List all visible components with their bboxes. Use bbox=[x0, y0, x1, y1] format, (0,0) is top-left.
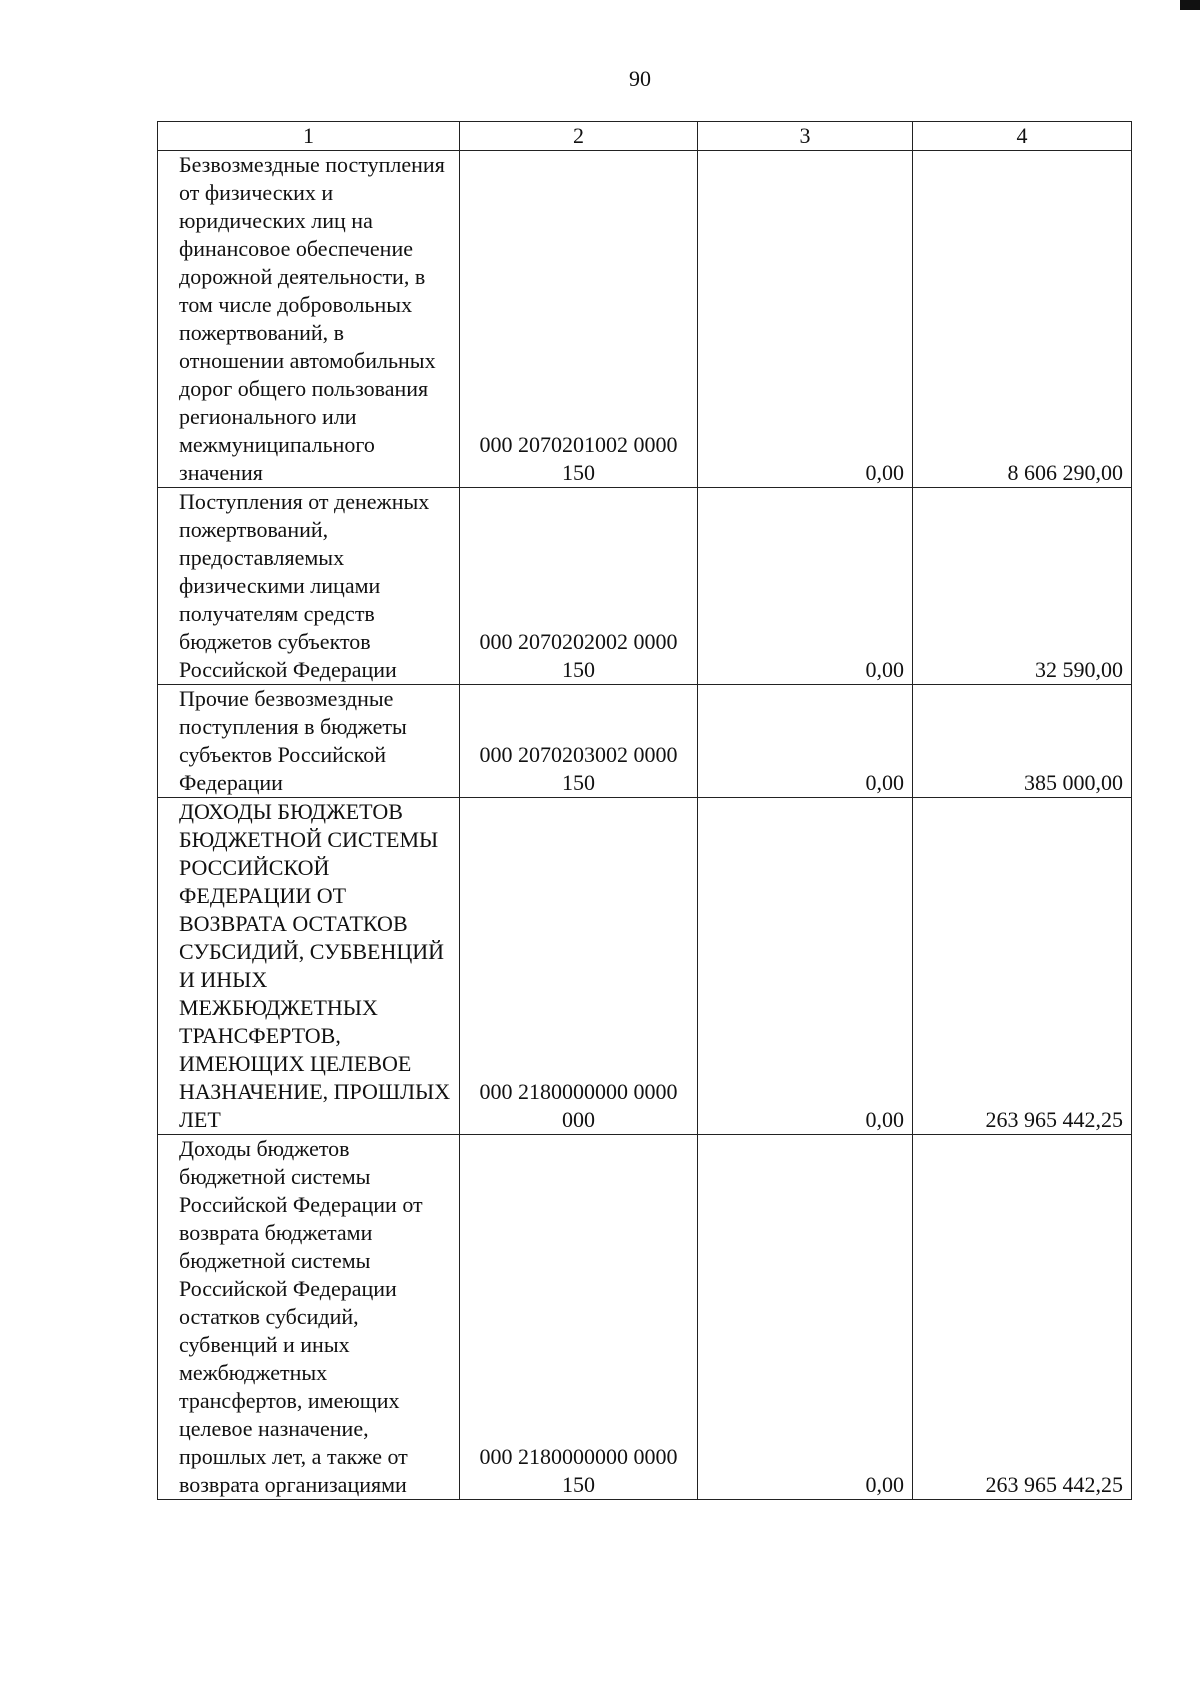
row-name-text: Прочие безвозмездные поступления в бюджеты субъектов Российской Федерации bbox=[179, 686, 407, 795]
row-name-text: ДОХОДЫ БЮДЖЕТОВ БЮДЖЕТНОЙ СИСТЕМЫ РОССИЙСКОЙ ФЕДЕРАЦИИ ОТ ВОЗВРАТА ОСТАТКОВ СУБСИДИЙ, СУБВЕНЦИЙ И ИНЫХ МЕЖБЮДЖЕТНЫХ ТРАНСФЕРТОВ, ИМЕЮЩИХ ЦЕЛЕВОЕ НАЗНАЧЕНИЕ, ПРОШЛЫХ ЛЕТ bbox=[179, 799, 451, 1132]
row-col4-value: 263 965 442,25 bbox=[913, 798, 1132, 1135]
table-row bbox=[158, 1135, 1132, 1500]
column-header-3: 3 bbox=[698, 122, 913, 151]
row-col3-value: 0,00 bbox=[698, 1135, 913, 1500]
row-col3-value: 0,00 bbox=[698, 151, 913, 488]
row-col4-value: 8 606 290,00 bbox=[913, 151, 1132, 488]
row-name bbox=[158, 685, 460, 798]
row-code: 000 2070203002 0000 150 bbox=[460, 685, 698, 798]
row-col4-value: 32 590,00 bbox=[913, 488, 1132, 685]
column-header-2: 2 bbox=[460, 122, 698, 151]
row-code: 000 2070201002 0000 150 bbox=[460, 151, 698, 488]
page-number: 90 bbox=[629, 66, 651, 91]
table-row bbox=[158, 151, 1132, 488]
row-name bbox=[158, 488, 460, 685]
row-name bbox=[158, 798, 460, 1135]
budget-revenue-table bbox=[157, 121, 1132, 1500]
row-name-text: Доходы бюджетов бюджетной системы Российской Федерации от возврата бюджетами бюджетной системы Российской Федерации остатков субсидий, субвенций и иных межбюджетных трансфертов, имеющих целевое назначение, прошлых лет, а также от возврата организациями bbox=[179, 1136, 423, 1497]
row-col3-value: 0,00 bbox=[698, 685, 913, 798]
row-col3-value: 0,00 bbox=[698, 798, 913, 1135]
table-header-row bbox=[158, 122, 1132, 151]
row-name-text: Безвозмездные поступления от физических и юридических лиц на финансовое обеспечение дорожной деятельности, в том числе добровольных пожертвований, в отношении автомобильных дорог общего пользования регионального или межмуниципального значения bbox=[179, 152, 445, 485]
row-code: 000 2070202002 0000 150 bbox=[460, 488, 698, 685]
row-col4-value: 263 965 442,25 bbox=[913, 1135, 1132, 1500]
table-row bbox=[158, 798, 1132, 1135]
scan-edge-mark bbox=[1180, 0, 1200, 10]
row-col4-value: 385 000,00 bbox=[913, 685, 1132, 798]
row-name bbox=[158, 1135, 460, 1500]
table-row bbox=[158, 488, 1132, 685]
table-row bbox=[158, 685, 1132, 798]
row-code: 000 2180000000 0000 000 bbox=[460, 798, 698, 1135]
column-header-4: 4 bbox=[913, 122, 1132, 151]
column-header-1: 1 bbox=[158, 122, 460, 151]
row-col3-value: 0,00 bbox=[698, 488, 913, 685]
row-name bbox=[158, 151, 460, 488]
row-code: 000 2180000000 0000 150 bbox=[460, 1135, 698, 1500]
row-name-text: Поступления от денежных пожертвований, предоставляемых физическими лицами получателям средств бюджетов субъектов Российской Федерации bbox=[179, 489, 430, 682]
